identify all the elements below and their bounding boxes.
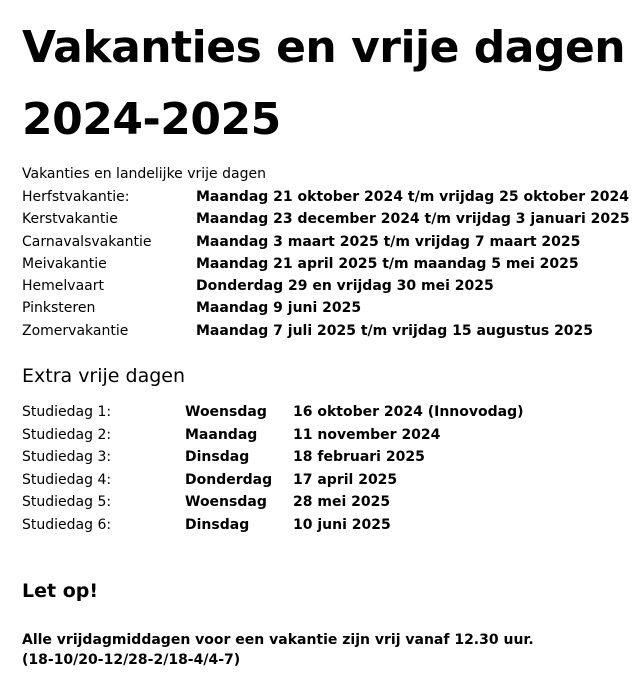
vacation-row [22,297,630,319]
note-line-2: (18-10/20-12/28-2/18-4/4-7) [22,652,241,668]
study-day-date: 28 mei 2025 [293,494,391,511]
study-day-weekday: Dinsdag [185,516,250,533]
vacation-dates: Maandag 7 juli 2025 t/m vrijdag 15 augustus 2025 [196,322,594,339]
vacation-name: Meivakantie [22,255,107,272]
note-text [22,630,534,670]
vacation-dates: Donderdag 29 en vrijdag 30 mei 2025 [196,278,494,295]
vacation-dates: Maandag 23 december 2024 t/m vrijdag 3 januari 2025 [196,211,630,228]
study-day-date: 16 oktober 2024 (Innovodag) [293,404,524,420]
study-day-row [22,491,524,514]
vacation-dates: Maandag 3 maart 2025 t/m vrijdag 7 maart 2025 [196,233,581,250]
study-day-label: Studiedag 4: [22,471,112,488]
study-day-date: 17 april 2025 [293,471,398,488]
study-day-row [22,424,524,447]
study-day-row [22,446,524,469]
study-day-weekday: Woensdag [185,404,267,420]
study-day-row [22,401,524,424]
vacation-dates: Maandag 21 april 2025 t/m maandag 5 mei 2025 [196,255,579,272]
study-day-label: Studiedag 1: [22,404,112,420]
study-day-row [22,469,524,492]
vacation-row [22,275,630,297]
study-day-weekday: Donderdag [185,471,273,488]
study-day-weekday: Woensdag [185,494,267,511]
page-title-line1: Vakanties en vrije dagen [22,22,626,73]
extra-days-heading: Extra vrije dagen [22,365,186,387]
study-day-label: Studiedag 3: [22,449,112,466]
vacations-table [22,186,630,342]
vacation-name: Herfstvakantie: [22,189,130,205]
study-day-weekday: Dinsdag [185,449,250,466]
study-day-label: Studiedag 6: [22,516,112,533]
vacation-row [22,253,630,275]
study-day-date: 11 november 2024 [293,426,441,443]
vacation-name: Zomervakantie [22,322,129,339]
page-title [22,12,625,156]
study-days-table [22,401,524,537]
study-day-date: 18 februari 2025 [293,449,425,466]
study-day-label: Studiedag 2: [22,426,112,443]
vacation-name: Pinksteren [22,300,96,317]
page-title-line2: 2024-2025 [22,94,281,145]
vacation-name: Hemelvaart [22,278,104,295]
vacation-name: Carnavalsvakantie [22,233,152,250]
study-day-label: Studiedag 5: [22,494,112,511]
vacation-dates: Maandag 21 oktober 2024 t/m vrijdag 25 oktober 2024 [196,189,630,205]
note-heading: Let op! [22,580,99,602]
vacation-name: Kerstvakantie [22,211,118,228]
vacations-subtitle: Vakanties en landelijke vrije dagen [22,166,266,182]
study-day-date: 10 juni 2025 [293,516,391,533]
note-line-1: Alle vrijdagmiddagen voor een vakantie zijn vrij vanaf 12.30 uur. [22,632,534,648]
vacation-row [22,231,630,253]
study-day-row [22,514,524,537]
vacation-row [22,186,630,208]
vacation-row [22,320,630,342]
study-day-weekday: Maandag [185,426,258,443]
vacation-dates: Maandag 9 juni 2025 [196,300,362,317]
vacation-row [22,208,630,230]
